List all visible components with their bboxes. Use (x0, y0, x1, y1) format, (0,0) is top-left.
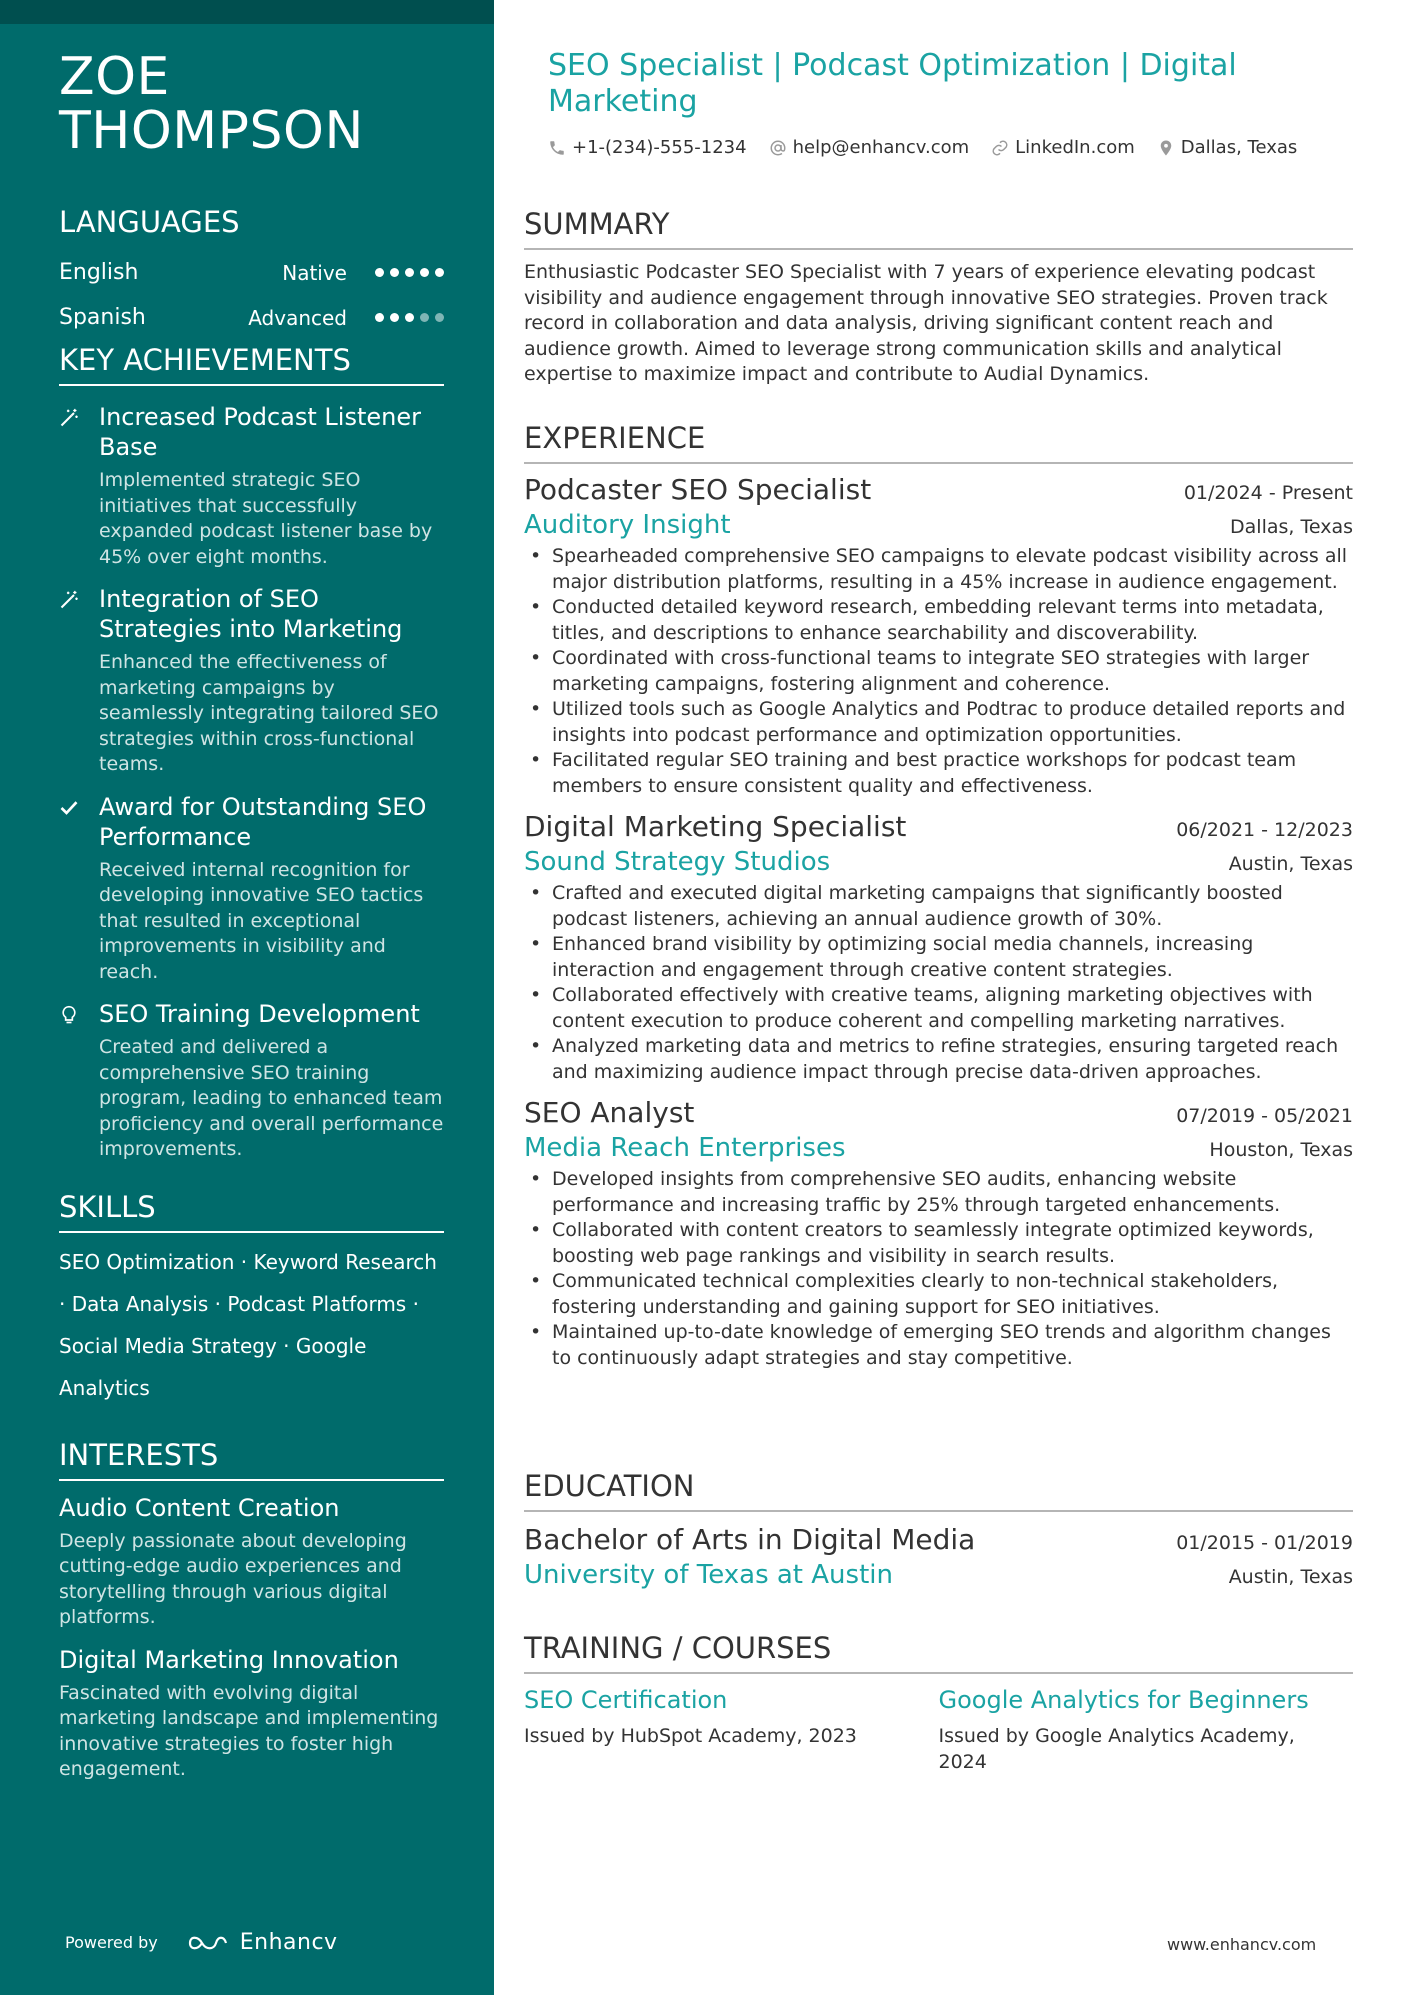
linkedin-text: LinkedIn.com (1015, 137, 1135, 158)
achievement-description: Enhanced the effectiveness of marketing campaigns by seamlessly integrating tailored SEO strategies within cross-functional teams. (99, 651, 439, 775)
skill-tag: Data Analysis (71, 1291, 209, 1316)
magic-wand-icon (59, 402, 99, 570)
job-header (524, 1095, 1353, 1131)
job-subheader (524, 1131, 1353, 1165)
job-location: Houston, Texas (1209, 1139, 1353, 1161)
at-icon (769, 139, 787, 157)
skills-section (59, 1189, 444, 1409)
course-title: SEO Certification (524, 1686, 728, 1714)
languages-section (59, 204, 444, 340)
contact-linkedin[interactable] (991, 137, 1135, 158)
proficiency-dot (405, 313, 414, 322)
job-bullet: • Facilitated regular SEO training and best practice workshops for podcast team members to ensure consistent quality and effectiveness. (524, 748, 1353, 799)
contact-email[interactable] (769, 137, 970, 158)
achievement-item (59, 584, 444, 778)
proficiency-dot (375, 268, 384, 277)
job-bullet: • Maintained up-to-date knowledge of emerging SEO trends and algorithm changes to continuously adapt strategies and stay competitive. (524, 1320, 1353, 1371)
job-bullet: • Coordinated with cross-functional teams to integrate SEO strategies with larger marketing campaigns, fostering alignment and coherence. (524, 646, 1353, 697)
link-icon (991, 139, 1009, 157)
language-row (59, 295, 444, 340)
job-subheader (524, 845, 1353, 879)
skills-heading: SKILLS (59, 1189, 444, 1233)
course-title: Google Analytics for Beginners (938, 1686, 1309, 1714)
contact-bar (548, 137, 1297, 158)
education-section (524, 1468, 1353, 1592)
check-icon (59, 792, 99, 986)
job-bullet: • Enhanced brand visibility by optimizing social media channels, increasing interaction and engagement through creative content strategies. (524, 932, 1353, 983)
job-entry (524, 472, 1353, 799)
proficiency-dot (390, 313, 399, 322)
email-text: help@enhancv.com (792, 137, 970, 158)
job-title: Podcaster SEO Specialist (524, 473, 872, 506)
name-last: THOMPSON (59, 101, 364, 161)
contact-phone[interactable] (548, 137, 747, 158)
summary-text: Enthusiastic Podcaster SEO Specialist with 7 years of experience elevating podcast visibility and audience engagement through innovative SEO strategies. Proven track record in collaboration and data analysis, driving significant content reach and audience growth. Aimed to leverage strong communication skills and analytical expertise to maximize impact and contribute to Audial Dynamics. (524, 261, 1328, 385)
language-name: English (59, 260, 139, 285)
proficiency-dot (405, 268, 414, 277)
interest-item (59, 1493, 444, 1631)
language-level: Advanced (248, 305, 347, 330)
job-bullet: • Developed insights from comprehensive SEO audits, enhancing website performance and increasing traffic by 25% through targeted enhancements. (524, 1167, 1353, 1218)
skill-tag: Podcast Platforms (227, 1291, 407, 1316)
phone-text: +1-(234)-555-1234 (572, 137, 747, 158)
language-proficiency-dots (375, 313, 444, 322)
language-name: Spanish (59, 305, 146, 330)
job-entry (524, 809, 1353, 1085)
summary-heading: SUMMARY (524, 206, 1353, 250)
enhancv-logo (186, 1930, 338, 1955)
enhancv-brand-text: Enhancv (239, 1930, 338, 1955)
skills-list (59, 1241, 444, 1409)
achievement-title: Award for Outstanding SEO Performance (99, 792, 427, 851)
achievements-heading: KEY ACHIEVEMENTS (59, 342, 444, 386)
proficiency-dot (435, 313, 444, 322)
experience-section (524, 420, 1353, 1371)
achievement-body (99, 402, 444, 570)
headline: SEO Specialist | Podcast Optimization | Digital Marketing (548, 48, 1237, 119)
powered-by (65, 1930, 338, 1955)
achievement-item (59, 792, 444, 986)
job-bullet: • Conducted detailed keyword research, embedding relevant terms into metadata, titles, and descriptions to enhance searchability and discoverability. (524, 595, 1353, 646)
skill-separator: · (234, 1249, 254, 1274)
education-location: Austin, Texas (1228, 1566, 1353, 1588)
job-bullets (524, 1167, 1353, 1371)
language-row (59, 250, 444, 295)
job-bullet: • Analyzed marketing data and metrics to refine strategies, ensuring targeted reach and maximizing audience impact through precise data-driven approaches. (524, 1034, 1353, 1085)
job-date: 07/2019 - 05/2021 (1176, 1105, 1353, 1127)
school: University of Texas at Austin (524, 1560, 893, 1590)
location-text: Dallas, Texas (1180, 137, 1298, 158)
education-entry (524, 1522, 1353, 1592)
achievement-body (99, 584, 444, 778)
sidebar (0, 0, 494, 1995)
proficiency-dot (435, 268, 444, 277)
job-company: Auditory Insight (524, 510, 731, 540)
job-bullet: • Utilized tools such as Google Analytics and Podtrac to produce detailed reports and insights into podcast performance and optimization opportunities. (524, 697, 1353, 748)
achievement-item (59, 999, 444, 1163)
job-title: Digital Marketing Specialist (524, 810, 907, 843)
job-location: Austin, Texas (1228, 853, 1353, 875)
skill-separator: · (208, 1291, 228, 1316)
job-company: Media Reach Enterprises (524, 1133, 846, 1163)
job-company: Sound Strategy Studios (524, 847, 831, 877)
location-pin-icon (1157, 139, 1175, 157)
job-header (524, 472, 1353, 508)
interests-section (59, 1437, 444, 1783)
proficiency-dot (375, 313, 384, 322)
languages-heading: LANGUAGES (59, 205, 240, 239)
interest-title: Digital Marketing Innovation (59, 1645, 399, 1674)
magic-wand-icon (59, 584, 99, 778)
achievement-description: Implemented strategic SEO initiatives that successfully expanded podcast listener base by 45% over eight months. (99, 469, 433, 568)
job-bullet: • Collaborated with content creators to seamlessly integrate optimized keywords, boosting web page rankings and visibility in search results. (524, 1218, 1353, 1269)
interest-description: Deeply passionate about developing cutting-edge audio experiences and storytelling through various digital platforms. (59, 1529, 407, 1628)
achievement-body (99, 792, 444, 986)
interest-description: Fascinated with evolving digital marketing landscape and implementing innovative strategies to foster high engagement. (59, 1681, 439, 1780)
job-subheader (524, 508, 1353, 542)
education-date: 01/2015 - 01/2019 (1176, 1532, 1353, 1554)
course-item (939, 1684, 1354, 1775)
job-bullets (524, 544, 1353, 799)
enhancv-logo-icon (186, 1932, 230, 1954)
achievement-title: SEO Training Development (99, 1000, 420, 1028)
interest-title: Audio Content Creation (59, 1493, 340, 1522)
achievement-description: Received internal recognition for developing innovative SEO tactics that resulted in exceptional improvements in visibility and reach. (99, 858, 424, 983)
achievements-section (59, 342, 444, 1163)
proficiency-dot (420, 268, 429, 277)
job-title: SEO Analyst (524, 1096, 695, 1129)
language-proficiency-dots (375, 268, 444, 277)
course-description: Issued by Google Analytics Academy, 2024 (938, 1725, 1295, 1773)
name-first: ZOE (59, 47, 170, 107)
achievement-description: Created and delivered a comprehensive SEO training program, leading to enhanced team proficiency and overall performance improvements. (99, 1036, 444, 1160)
job-bullet: • Collaborated effectively with creative teams, aligning marketing objectives with content execution to produce coherent and compelling marketing narratives. (524, 983, 1353, 1034)
sidebar-top-bar (0, 0, 494, 24)
job-date: 01/2024 - Present (1183, 482, 1353, 504)
proficiency-dot (420, 313, 429, 322)
skill-separator: · (406, 1291, 419, 1316)
experience-heading: EXPERIENCE (524, 420, 1353, 464)
achievement-body (99, 999, 444, 1163)
skill-tag: Google Analytics (59, 1333, 367, 1400)
interest-item (59, 1645, 444, 1783)
proficiency-dot (390, 268, 399, 277)
job-header (524, 809, 1353, 845)
education-heading: EDUCATION (524, 1468, 1353, 1512)
job-bullets (524, 881, 1353, 1085)
skill-separator: · (276, 1333, 296, 1358)
skill-tag: SEO Optimization (59, 1249, 235, 1274)
language-level: Native (282, 260, 347, 285)
course-item (524, 1684, 939, 1775)
job-bullet: • Spearheaded comprehensive SEO campaigns to elevate podcast visibility across all major distribution platforms, resulting in a 45% increase in audience engagement. (524, 544, 1353, 595)
interests-heading: INTERESTS (59, 1437, 444, 1481)
candidate-name (59, 47, 444, 161)
degree: Bachelor of Arts in Digital Media (524, 1523, 976, 1556)
achievement-title: Integration of SEO Strategies into Marketing (99, 585, 403, 643)
skill-tag: Social Media Strategy (59, 1333, 277, 1358)
footer-url[interactable]: www.enhancv.com (1167, 1935, 1317, 1954)
lightbulb-icon (59, 999, 99, 1163)
achievement-title: Increased Podcast Listener Base (99, 403, 421, 461)
training-heading: TRAINING / COURSES (524, 1630, 1353, 1674)
contact-location (1157, 137, 1298, 158)
summary-section (524, 206, 1353, 388)
job-location: Dallas, Texas (1230, 516, 1353, 538)
phone-icon (548, 139, 566, 157)
training-section (524, 1630, 1353, 1775)
skill-tag: Keyword Research (253, 1249, 437, 1274)
skill-separator: · (59, 1291, 72, 1316)
job-bullet: • Crafted and executed digital marketing campaigns that significantly boosted podcast listeners, achieving an annual audience growth of 30%. (524, 881, 1353, 932)
job-date: 06/2021 - 12/2023 (1176, 819, 1353, 841)
job-entry (524, 1095, 1353, 1371)
job-bullet: • Communicated technical complexities clearly to non-technical stakeholders, fostering understanding and gaining support for SEO initiatives. (524, 1269, 1353, 1320)
achievement-item (59, 402, 444, 570)
course-description: Issued by HubSpot Academy, 2023 (524, 1725, 857, 1747)
powered-by-label: Powered by (65, 1933, 158, 1952)
